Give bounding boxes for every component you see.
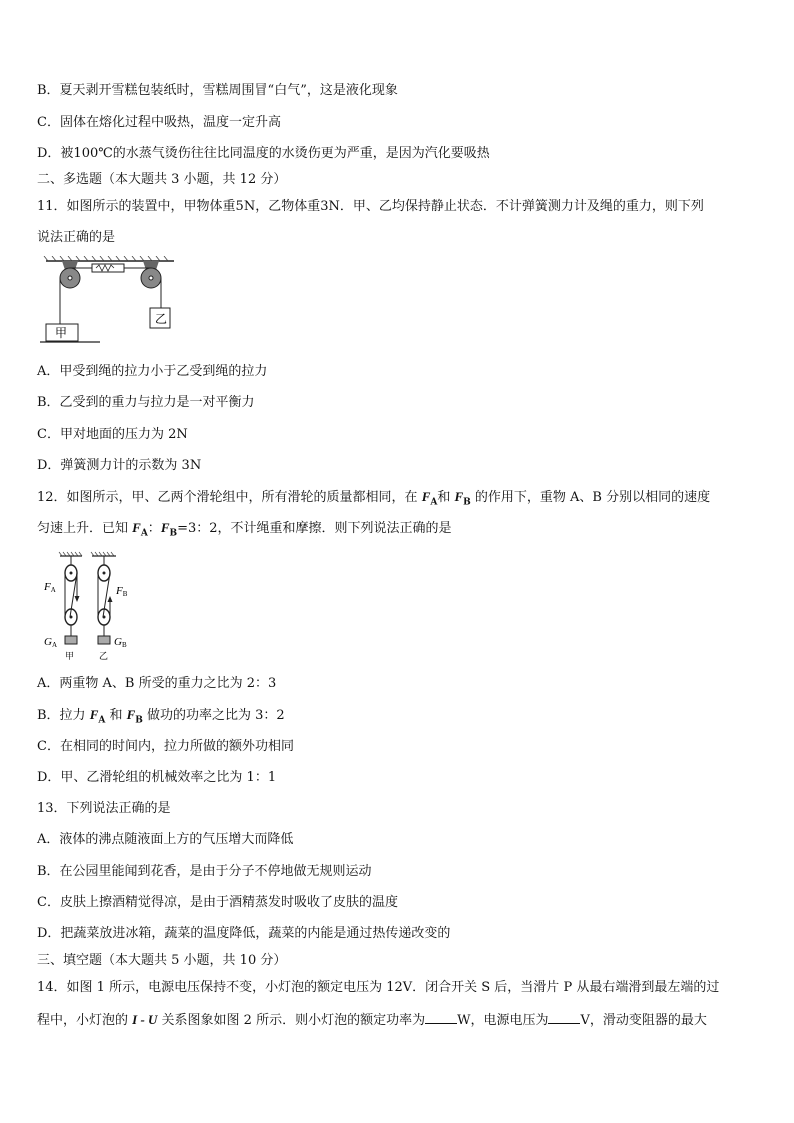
q12-stem-line2: 匀速上升．已知 $F_A$：$F_B=3$：2，不计绳重和摩擦．则下列说法正确的是 — [37, 520, 452, 539]
q12-label-gb: GB — [114, 636, 127, 649]
q10-option-d: D．被100℃的水蒸气烫伤往往比同温度的水烫伤更为严重，是因为汽化要吸热 — [37, 146, 490, 161]
q11-option-a: A．甲受到绳的拉力小于乙受到绳的拉力 — [37, 364, 268, 379]
q11-pulley-diagram — [40, 256, 180, 356]
q12-option-d: D．甲、乙滑轮组的机械效率之比为 1：1 — [37, 770, 277, 785]
q12-label-jia: 甲 — [65, 651, 75, 661]
q14-answer-blank-voltage[interactable] — [548, 1011, 580, 1024]
q13-stem: 13．下列说法正确的是 — [37, 801, 171, 816]
q12-option-a: A．两重物 A、B 所受的重力之比为 2：3 — [37, 676, 277, 691]
q13-option-d: D．把蔬菜放进冰箱，蔬菜的温度降低，蔬菜的内能是通过热传递改变的 — [37, 926, 451, 941]
q11-label-jia: 甲 — [55, 326, 68, 340]
q12-label-fa: FA — [44, 581, 56, 594]
q10-option-b: B．夏天剥开雪糕包装纸时，雪糕周围冒“白气”，这是液化现象 — [37, 83, 398, 98]
section-heading-multiple-choice: 二、多选题（本大题共 3 小题，共 12 分） — [37, 172, 287, 187]
q14-stem-line1: 14．如图 1 所示，电源电压保持不变，小灯泡的额定电压为 12V．闭合开关 S 后，当滑片 P 从最右端滑到最左端的过 — [37, 980, 720, 995]
q13-option-c: C．皮肤上擦酒精觉得凉，是由于酒精蒸发时吸收了皮肤的温度 — [37, 895, 398, 910]
q12-label-yi: 乙 — [99, 651, 109, 661]
q10-option-c: C．固体在熔化过程中吸热，温度一定升高 — [37, 115, 281, 130]
q12-option-b: B．拉力 $F_A$ 和 $F_B$ 做功的功率之比为 3：2 — [37, 707, 285, 726]
q11-stem-line1: 11．如图所示的装置中，甲物体重5N，乙物体重3N．甲、乙均保持静止状态．不计弹簧测力计及绳的重力，则下列 — [37, 199, 704, 214]
section-heading-fill-in: 三、填空题（本大题共 5 小题，共 10 分） — [37, 953, 287, 968]
q12-stem-line1: 12．如图所示，甲、乙两个滑轮组中，所有滑轮的质量都相同，在 $F_A$和 $F_B$ 的作用下，重物 A、B 分别以相同的速度 — [37, 489, 711, 508]
q11-stem-line2: 说法正确的是 — [37, 230, 116, 245]
q11-option-c: C．甲对地面的压力为 2N — [37, 427, 188, 442]
q11-option-d: D．弹簧测力计的示数为 3N — [37, 458, 202, 473]
q12-pulley-systems-diagram — [40, 550, 150, 662]
q11-option-b: B．乙受到的重力与拉力是一对平衡力 — [37, 395, 255, 410]
q11-label-yi: 乙 — [155, 312, 168, 326]
q13-option-a: A．液体的沸点随液面上方的气压增大而降低 — [37, 832, 294, 847]
q14-stem-line2: 程中，小灯泡的 I - U 关系图象如图 2 所示．则小灯泡的额定功率为 W，电源电压为 V，滑动变阻器的最大 — [37, 1012, 707, 1028]
q14-answer-blank-power[interactable] — [425, 1011, 457, 1024]
q13-option-b: B．在公园里能闻到花香，是由于分子不停地做无规则运动 — [37, 864, 372, 879]
q12-label-fb: FB — [116, 585, 128, 598]
q12-option-c: C．在相同的时间内，拉力所做的额外功相同 — [37, 739, 294, 754]
q12-label-ga: GA — [44, 636, 58, 649]
